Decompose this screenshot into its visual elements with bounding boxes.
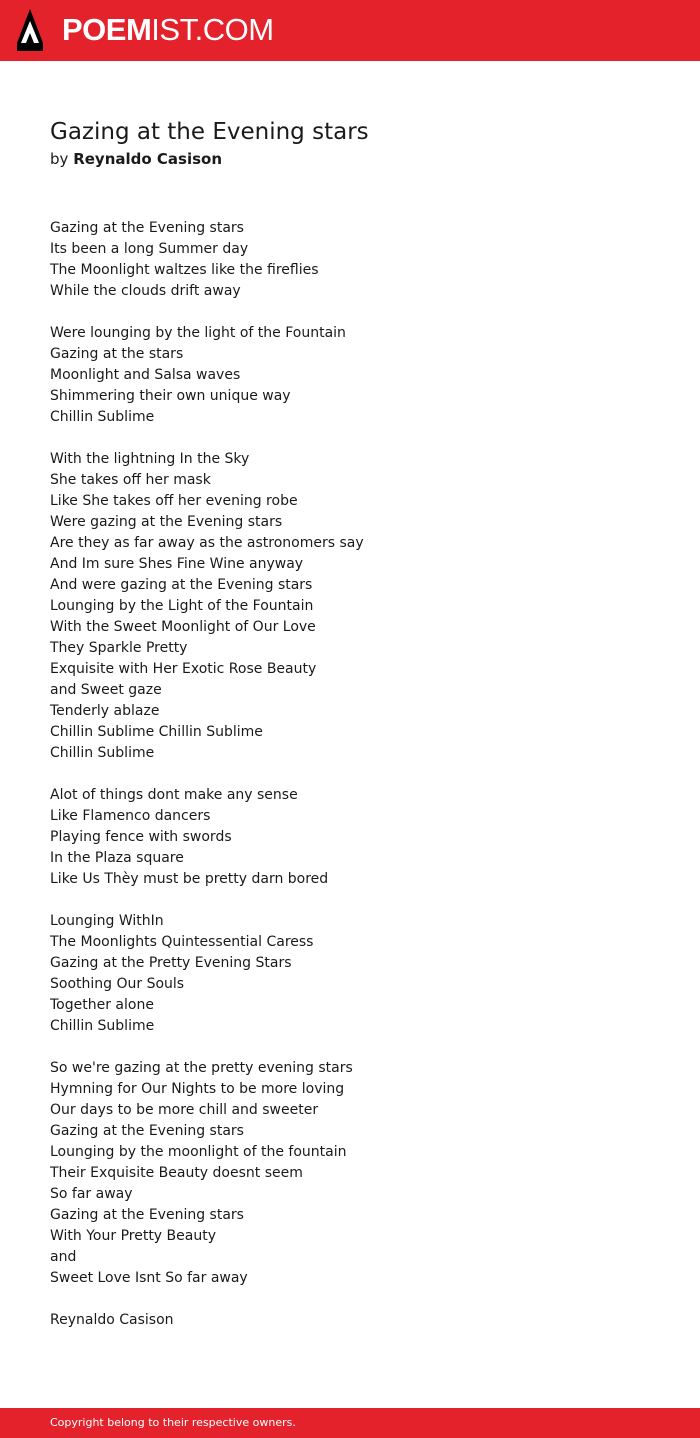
logo-bold-text: POEM <box>62 12 152 47</box>
poem-line: While the clouds drift away <box>50 283 241 299</box>
poem-line: So far away <box>50 1186 133 1202</box>
poem-line: Chillin Sublime <box>50 1018 155 1034</box>
poem-line: With Your Pretty Beauty <box>50 1228 216 1244</box>
poem-line: Chillin Sublime <box>50 409 155 425</box>
poem-line: And Im sure Shes Fine Wine anyway <box>50 556 304 572</box>
poem-line: Exquisite with Her Exotic Rose Beauty <box>50 661 317 677</box>
site-footer <box>0 1408 700 1438</box>
poem-line: Are they as far away as the astronomers say <box>50 535 364 551</box>
stanza-break <box>50 302 650 323</box>
poem-line: Were gazing at the Evening stars <box>50 514 283 530</box>
stanza-break <box>50 890 650 911</box>
poem-line: Together alone <box>50 997 154 1013</box>
poem-line: Its been a long Summer day <box>50 241 249 257</box>
poem-line: Chillin Sublime <box>50 745 155 761</box>
poem-line: Gazing at the Evening stars <box>50 220 244 236</box>
by-label: by <box>50 150 69 168</box>
poem-line: and Sweet gaze <box>50 682 162 698</box>
site-header <box>0 0 700 61</box>
poem-line: So we're gazing at the pretty evening stars <box>50 1060 353 1076</box>
poem-line: Alot of things dont make any sense <box>50 787 298 803</box>
poem-line: Gazing at the Evening stars <box>50 1207 244 1223</box>
poem-line: Sweet Love Isnt So far away <box>50 1270 248 1286</box>
poem-line: Like Flamenco dancers <box>50 808 211 824</box>
poem-line: Moonlight and Salsa waves <box>50 367 241 383</box>
poem-line: Like Us Thèy must be pretty darn bored <box>50 871 329 887</box>
poem-line: Hymning for Our Nights to be more loving <box>50 1081 345 1097</box>
poem-title: Gazing at the Evening stars <box>50 119 369 145</box>
poem-line: Lounging WithIn <box>50 913 164 929</box>
poem-line: Chillin Sublime Chillin Sublime <box>50 724 263 740</box>
byline <box>50 148 222 170</box>
poem-line: Were lounging by the light of the Fountain <box>50 325 346 341</box>
poem-line: The Moonlights Quintessential Caress <box>50 934 314 950</box>
poem-line: The Moonlight waltzes like the fireflies <box>50 262 319 278</box>
poem-line: Tenderly ablaze <box>50 703 160 719</box>
poem-line: Our days to be more chill and sweeter <box>50 1102 319 1118</box>
poem-line: Playing fence with swords <box>50 829 232 845</box>
stanza-break <box>50 1289 650 1310</box>
poem-line: And were gazing at the Evening stars <box>50 577 313 593</box>
poem-body <box>50 218 650 1331</box>
poem-line: She takes off her mask <box>50 472 211 488</box>
poem-line: Lounging by the moonlight of the fountain <box>50 1144 347 1160</box>
logo-light-text: IST.COM <box>151 12 274 47</box>
copyright-text: Copyright belong to their respective owners. <box>50 1416 296 1429</box>
poem-line: In the Plaza square <box>50 850 184 866</box>
poem-line: Lounging by the Light of the Fountain <box>50 598 314 614</box>
poem-line: Like She takes off her evening robe <box>50 493 298 509</box>
poem-line: Soothing Our Souls <box>50 976 185 992</box>
pencil-tip-icon[interactable] <box>17 9 43 51</box>
poem-line: Their Exquisite Beauty doesnt seem <box>50 1165 303 1181</box>
poem-line: Gazing at the stars <box>50 346 184 362</box>
poem-line: With the lightning In the Sky <box>50 451 250 467</box>
poem-line: Gazing at the Evening stars <box>50 1123 244 1139</box>
poem-line: They Sparkle Pretty <box>50 640 188 656</box>
stanza-break <box>50 764 650 785</box>
poem-line: Shimmering their own unique way <box>50 388 291 404</box>
poem-line: With the Sweet Moonlight of Our Love <box>50 619 316 635</box>
poem-line: and <box>50 1249 77 1265</box>
poem-line: Gazing at the Pretty Evening Stars <box>50 955 292 971</box>
stanza-break <box>50 1037 650 1058</box>
author-name: Reynaldo Casison <box>73 150 223 168</box>
stanza-break <box>50 428 650 449</box>
poem-line: Reynaldo Casison <box>50 1312 174 1328</box>
site-logo[interactable] <box>62 11 274 49</box>
